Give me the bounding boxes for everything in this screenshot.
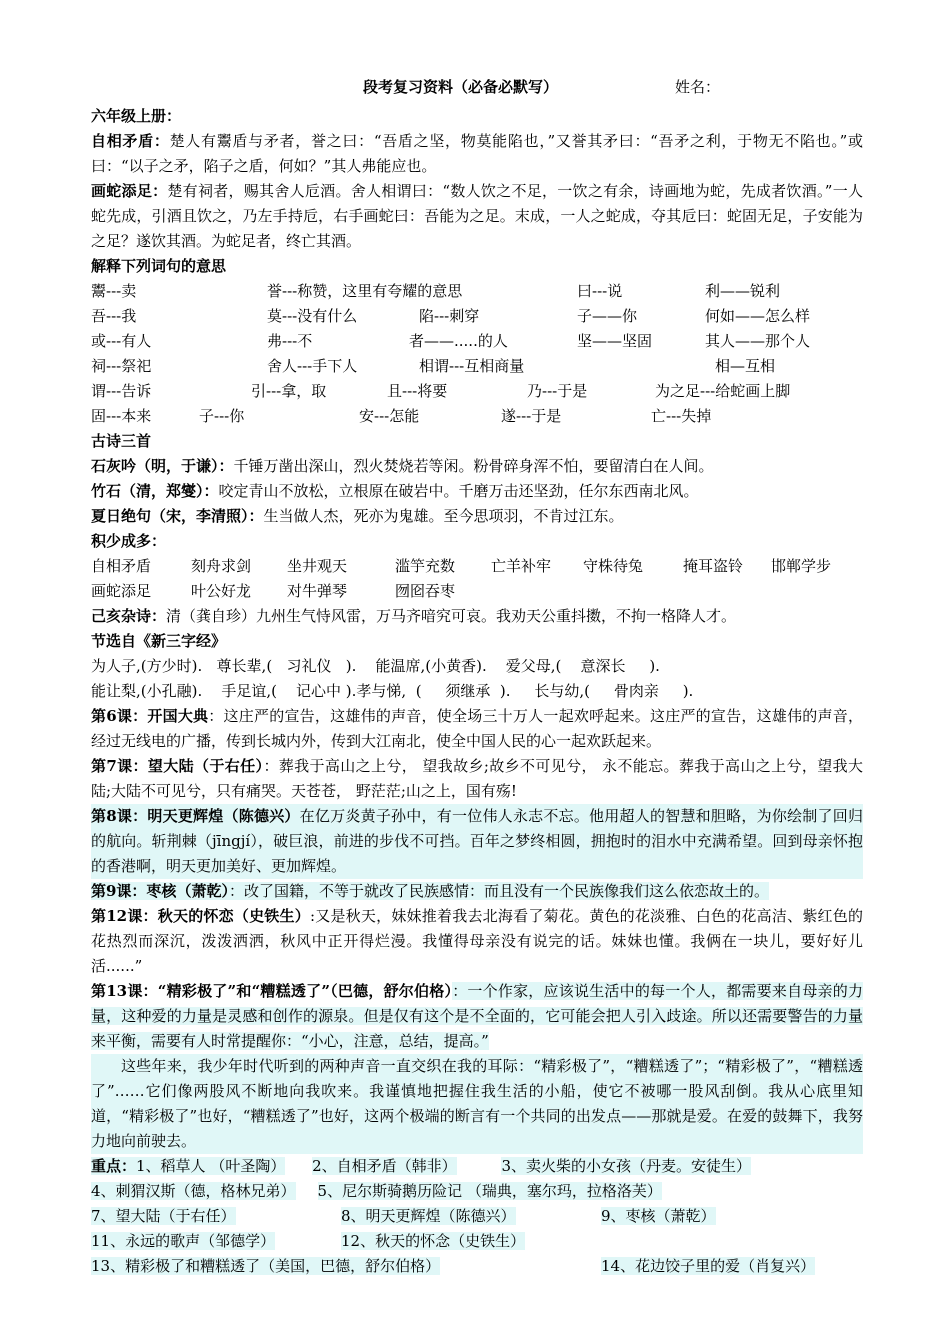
zixiang-text: 楚人有鬻盾与矛者，誉之曰：“吾盾之坚，物莫能陷也，”又誉其矛曰：“吾矛之利，于物无不陷也。”或曰：“以子之矛，陷子之盾，何如？”其人弗能应也。 bbox=[91, 132, 863, 175]
explain-item: 坚——坚固 bbox=[577, 332, 653, 350]
lesson-label: 第12课：秋天的怀恋（史铁生） bbox=[91, 907, 310, 925]
key-item: 14、花边饺子里的爱（肖复兴） bbox=[601, 1257, 816, 1275]
idiom-item: 画蛇添足 bbox=[91, 582, 152, 600]
lesson-text: ：改了国籍，不等于就改了民族感情：而且没有一个民族像我们这么依恋故土的。 bbox=[228, 882, 769, 900]
poem-text: 生当做人杰，死亦为鬼雄。至今思项羽，不肯过江东。 bbox=[263, 507, 624, 525]
poem-text: 咬定青山不放松，立根原在破岩中。千磨万击还坚劲，任尔东西南北风。 bbox=[218, 482, 699, 500]
explain-item: 为之足---给蛇画上脚 bbox=[655, 382, 791, 400]
lesson-6 bbox=[91, 704, 863, 754]
huashe-text: 楚有祠者，赐其舍人卮酒。舍人相谓曰：“数人饮之不足，一饮之有余，诗画地为蛇，先成者饮酒。”一人蛇先成，引酒且饮之，乃左手持卮，右手画蛇曰：吾能为之足。末成，一人之蛇成，夺其卮曰：蛇固无足，子安能为之足？遂饮其酒。为蛇足者，终亡其酒。 bbox=[91, 182, 863, 250]
huashe-label: 画蛇添足： bbox=[91, 182, 168, 200]
key-line-5 bbox=[91, 1254, 863, 1279]
key-item: 5、尼尔斯骑鹅历险记 （瑞典，塞尔玛，拉格洛芙） bbox=[317, 1182, 662, 1200]
key-item: 7、望大陆（于右任） bbox=[91, 1207, 236, 1225]
idioms-row-2 bbox=[91, 579, 863, 604]
idiom-item: 自相矛盾 bbox=[91, 557, 152, 575]
explain-item: 子---你 bbox=[199, 407, 245, 425]
poem-text: 千锤万凿出深山，烈火焚烧若等闲。粉骨碎身浑不怕，要留清白在人间。 bbox=[233, 457, 714, 475]
lesson-text: 在亿万炎黄子孙中，有一位伟人永志不忘。他用超人的智慧和胆略，为你绘制了回归的航向。斩荆棘（jīngjí），破巨浪，前进的步伐不可挡。百年之梦终相圆，拥抱时的泪水中充满希望。回到母亲怀抱的香港啊，明天更加美好、更加辉煌。 bbox=[91, 807, 863, 875]
key-label: 重点： bbox=[91, 1157, 137, 1175]
jihai-line bbox=[91, 604, 863, 629]
lesson-8 bbox=[91, 804, 863, 879]
explain-row-2 bbox=[91, 304, 863, 329]
explain-row-6 bbox=[91, 404, 863, 429]
poem-label: 夏日绝句（宋，李清照）： bbox=[91, 507, 264, 525]
lesson-7 bbox=[91, 754, 863, 804]
header-row bbox=[91, 72, 863, 104]
key-item: 11、永远的歌声（邹德学） bbox=[91, 1232, 276, 1250]
document-page bbox=[91, 72, 863, 1279]
explain-row-4 bbox=[91, 354, 863, 379]
explain-item: 固---本来 bbox=[91, 407, 152, 425]
key-line-2 bbox=[91, 1179, 863, 1204]
idiom-item: 刻舟求剑 bbox=[191, 557, 252, 575]
lesson-12 bbox=[91, 904, 863, 979]
explain-item: 相谓---互相商量 bbox=[419, 357, 525, 375]
lesson-label: 第7课：望大陆（于右任） bbox=[91, 757, 264, 775]
sanzijing-heading: 节选自《新三字经》 bbox=[91, 632, 227, 650]
lesson-text: ：这庄严的宣告，这雄伟的声音，使全场三十万人一起欢呼起来。这庄严的宣告，这雄伟的声音，经过无线电的广播，传到长城内外，传到大江南北，使全中国人民的心一起欢跃起来。 bbox=[91, 707, 863, 750]
key-line-1 bbox=[91, 1154, 863, 1179]
lesson-text: ：一个作家，应该说生活中的每一个人，都需要来自母亲的力量，这种爱的力量是灵感和创作的源泉。但是仅有这个是不全面的，它可能会把人引入歧途。所以还需要警告的力量来平衡，需要有人时常提醒你：“小心，注意，总结，提高。” bbox=[91, 982, 863, 1050]
explain-item: 誉---称赞，这里有夸耀的意思 bbox=[267, 282, 463, 300]
name-label: 姓名： bbox=[675, 78, 721, 96]
explain-heading: 解释下列词句的意思 bbox=[91, 257, 227, 275]
explain-item: 引---拿，取 bbox=[251, 382, 327, 400]
explain-item: 且---将要 bbox=[387, 382, 448, 400]
poem-label: 竹石（清，郑燮）： bbox=[91, 482, 219, 500]
explain-item: 乃---于是 bbox=[527, 382, 588, 400]
jihai-label: 己亥杂诗： bbox=[91, 607, 167, 625]
explain-item: 吾---我 bbox=[91, 307, 137, 325]
idioms-heading: 积少成多： bbox=[91, 532, 167, 550]
key-item: 2、自相矛盾（韩非） bbox=[312, 1157, 457, 1175]
explain-item: 亡---失掉 bbox=[651, 407, 712, 425]
huashe-paragraph bbox=[91, 179, 863, 254]
lesson-label: 第13课：“精彩极了”和“糟糕透了”（巴德，舒尔伯格） bbox=[91, 982, 453, 1000]
zixiang-label: 自相矛盾： bbox=[91, 132, 170, 150]
poems-heading: 古诗三首 bbox=[91, 432, 152, 450]
explain-item: 其人——那个人 bbox=[705, 332, 811, 350]
explain-item: 相—互相 bbox=[715, 357, 776, 375]
key-line-3 bbox=[91, 1204, 863, 1229]
idioms-row-1 bbox=[91, 554, 863, 579]
lesson-text: ：葬我于高山之上兮， 望我故乡;故乡不可见兮， 永不能忘。葬我于高山之上兮，望我大陆;大陆不可见兮，只有痛哭。天苍苍， 野茫茫;山之上，国有殇! bbox=[91, 757, 863, 800]
grade-heading: 六年级上册： bbox=[91, 107, 182, 125]
lesson-13 bbox=[91, 979, 863, 1054]
key-item: 1、稻草人 （叶圣陶） bbox=[136, 1157, 286, 1175]
lesson-label: 第9课：枣核（萧乾） bbox=[91, 882, 229, 900]
explain-item: 鬻---卖 bbox=[91, 282, 137, 300]
key-item: 8、明天更辉煌（陈德兴） bbox=[341, 1207, 516, 1225]
idiom-item: 守株待兔 bbox=[583, 557, 644, 575]
idiom-item: 对牛弹琴 bbox=[287, 582, 348, 600]
key-item: 12、秋天的怀念（史铁生） bbox=[341, 1232, 526, 1250]
key-line-4 bbox=[91, 1229, 863, 1254]
explain-row-1 bbox=[91, 279, 863, 304]
idiom-item: 掩耳盗铃 bbox=[683, 557, 744, 575]
poem-label: 石灰吟（明，于谦）： bbox=[91, 457, 234, 475]
explain-item: 祠---祭祀 bbox=[91, 357, 152, 375]
zixiang-paragraph bbox=[91, 129, 863, 179]
lesson-13-paragraph-2: 这些年来，我少年时代听到的两种声音一直交织在我的耳际：“精彩极了”，“糟糕透了”；“精彩极了”，“糟糕透了”……它们像两股风不断地向我吹来。我谨慎地把握住我生活的小船，使它不被哪一股风刮倒。我从心底里知道，“精彩极了”也好，“糟糕透了”也好，这两个极端的断言有一个共同的出发点——那就是爱。在爱的鼓舞下，我努力地向前驶去。 bbox=[91, 1054, 863, 1154]
lesson-9 bbox=[91, 879, 863, 904]
idiom-item: 叶公好龙 bbox=[191, 582, 252, 600]
lesson-label: 第6课：开国大典 bbox=[91, 707, 209, 725]
explain-item: 舍人---手下人 bbox=[267, 357, 358, 375]
key-item: 13、精彩极了和糟糕透了（美国，巴德，舒尔伯格） bbox=[91, 1257, 441, 1275]
explain-item: 安---怎能 bbox=[359, 407, 420, 425]
explain-item: 陷---刺穿 bbox=[419, 307, 480, 325]
idiom-item: 邯郸学步 bbox=[771, 557, 832, 575]
explain-item: 谓---告诉 bbox=[91, 382, 152, 400]
explain-item: 或---有人 bbox=[91, 332, 152, 350]
idiom-item: 滥竽充数 bbox=[395, 557, 456, 575]
lesson-text: :又是秋天，妹妹推着我去北海看了菊花。黄色的花淡雅、白色的花高洁、紫红色的花热烈而深沉，泼泼洒洒，秋风中正开得烂漫。我懂得母亲没有说完的话。妹妹也懂。我俩在一块儿，要好好儿活......” bbox=[91, 907, 863, 975]
explain-item: 弗---不 bbox=[267, 332, 313, 350]
page-title: 段考复习资料（必备必默写） bbox=[363, 78, 559, 96]
explain-item: 何如——怎么样 bbox=[705, 307, 811, 325]
sanzijing-line-2: 能让梨,(小孔融). 手足谊,( 记心中 ).孝与悌, ( 须继承 ). 长与幼,( 骨肉亲 ). bbox=[91, 682, 694, 700]
key-item: 3、卖火柴的小女孩（丹麦。安徒生） bbox=[501, 1157, 751, 1175]
jihai-text: 清（龚自珍）九州生气恃风雷，万马齐喑究可哀。我劝天公重抖擞，不拘一格降人才。 bbox=[166, 607, 737, 625]
key-item: 4、刺猬汉斯（德，格林兄弟） bbox=[91, 1182, 296, 1200]
explain-row-5 bbox=[91, 379, 863, 404]
poem-line bbox=[91, 479, 863, 504]
explain-item: 子——你 bbox=[577, 307, 638, 325]
idiom-item: 坐井观天 bbox=[287, 557, 348, 575]
explain-item: 遂---于是 bbox=[501, 407, 562, 425]
explain-row-3 bbox=[91, 329, 863, 354]
explain-item: 者——.....的人 bbox=[409, 332, 508, 350]
explain-item: 莫---没有什么 bbox=[267, 307, 358, 325]
poem-line bbox=[91, 454, 863, 479]
key-item: 9、枣核（萧乾） bbox=[601, 1207, 716, 1225]
explain-item: 曰---说 bbox=[577, 282, 623, 300]
sanzijing-line-1: 为人子,(方少时). 尊长辈,( 习礼仪 ). 能温席,(小黄香). 爱父母,( 意深长 ). bbox=[91, 657, 660, 675]
lesson-label: 第8课：明天更辉煌（陈德兴） bbox=[91, 807, 300, 825]
explain-item: 利——锐利 bbox=[705, 282, 781, 300]
poem-line bbox=[91, 504, 863, 529]
idiom-item: 亡羊补牢 bbox=[491, 557, 552, 575]
idiom-item: 囫囵吞枣 bbox=[395, 582, 456, 600]
